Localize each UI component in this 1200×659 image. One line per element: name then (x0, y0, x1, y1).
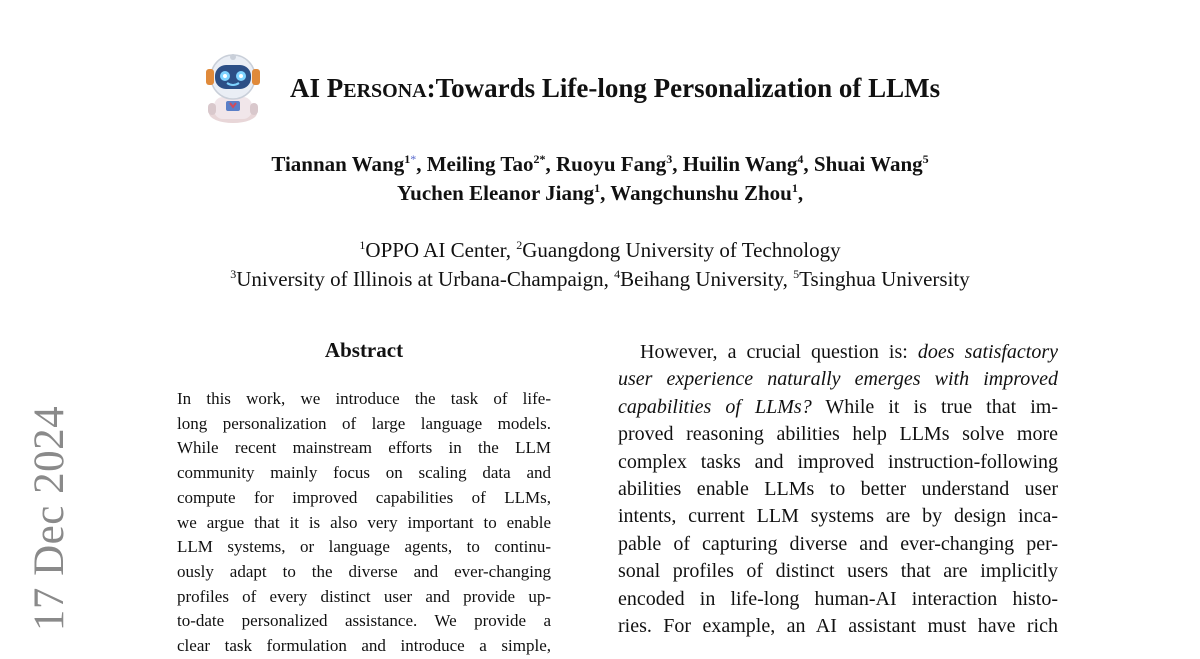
intro-text: While it is true that im- (811, 395, 1058, 418)
abstract-line: compute for improved capabilities of LLMs, (177, 487, 551, 507)
title-persona-rest: ERSONA (343, 79, 427, 102)
affiliations-line-1: $^1$OPPO AI Center, $^2$Guangdong University of Technology (359, 238, 841, 262)
intro-line: pable of capturing diverse and ever-changing per- (618, 532, 1058, 555)
intro-line: encoded in life-long human-AI interaction histo- (618, 587, 1058, 610)
affil-sup: 5 (793, 267, 800, 281)
intro-line (618, 366, 1058, 393)
affil-name: Tsinghua University (799, 267, 970, 291)
affil-sup: 3 (230, 267, 237, 281)
arxiv-date: 17 Dec 2024 (26, 405, 74, 631)
abstract-line: profiles of every distinct user and provide up- (177, 586, 551, 606)
author-sup: 2 (533, 152, 540, 166)
affil-sup: 4 (614, 267, 621, 281)
author-name: Meiling Tao (426, 152, 534, 176)
title-persona-first: P (326, 72, 344, 103)
affiliations-block (100, 236, 1100, 294)
abstract-line: LLM systems, or language agents, to continu- (177, 537, 551, 557)
affil-name: Beihang University (620, 267, 783, 291)
title-row (200, 50, 1020, 126)
intro-line: ries. For example, an AI assistant must have rich (618, 615, 1058, 638)
authors-block (150, 150, 1050, 208)
title-prefix: AI (290, 72, 321, 103)
intro-line: complex tasks and improved instruction-following (618, 450, 1058, 473)
intro-body (618, 339, 1058, 640)
affil-name: Guangdong University of Technology (522, 238, 841, 262)
author-sup: 4 (797, 152, 804, 166)
paper-title (290, 73, 940, 104)
author-sup: 1 (594, 181, 601, 195)
affil-sup: 2 (516, 238, 523, 252)
abstract-line: community mainly focus on scaling data and (177, 463, 551, 483)
author-sup: 1 (404, 152, 411, 166)
abstract-body (177, 387, 551, 659)
intro-line: proved reasoning abilities help LLMs solve more (618, 423, 1058, 446)
author-equal-star: * (539, 152, 546, 166)
author-name: Ruoyu Fang (556, 152, 667, 176)
robot-astronaut-icon (200, 51, 266, 125)
affil-sup: 1 (359, 238, 366, 252)
authors-line-1: Tiannan Wang$^{1*}$, Meiling Tao$^{2*}$, Ruoyu Fang$^3$, Huilin Wang$^4$, Shuai Wang$^5$ (271, 152, 929, 176)
abstract-line: long personalization of large language models. (177, 413, 551, 433)
intro-line: abilities enable LLMs to better understand user (618, 478, 1058, 501)
intro-line: sonal profiles of distinct users that are implicitly (618, 560, 1058, 583)
intro-line: intents, current LLM systems are by design inca- (618, 505, 1058, 528)
affil-name: OPPO AI Center (365, 238, 506, 262)
intro-italic: user experience naturally emerges with improved (618, 368, 1058, 391)
author-name: Shuai Wang (813, 152, 923, 176)
abstract-line: In this work, we introduce the task of life- (177, 389, 551, 408)
abstract-line: to-date personalized assistance. We provide a (177, 611, 551, 631)
intro-italic: capabilities of LLMs? (618, 395, 812, 418)
arxiv-stamp (26, 405, 74, 631)
intro-text: However, a crucial question is: (640, 341, 918, 363)
authors-line-2: Yuchen Eleanor Jiang$^1$, Wangchunshu Zhou$^1$, (396, 181, 804, 205)
author-name: Wangchunshu Zhou (610, 181, 792, 205)
affiliations-line-2: $^3$University of Illinois at Urbana-Champaign, $^4$Beihang University, $^5$Tsinghua University (230, 267, 970, 291)
author-name: Huilin Wang (682, 152, 798, 176)
intro-line (618, 339, 1058, 366)
abstract-line: While recent mainstream efforts in the LLM (177, 438, 551, 458)
author-name: Tiannan Wang (271, 152, 405, 176)
author-equal-star: * (410, 152, 417, 166)
abstract-line: we argue that it is also very important to enable (177, 512, 551, 532)
abstract-line: clear task formulation and introduce a simple, (177, 636, 551, 656)
intro-italic: does satisfactory (917, 341, 1059, 363)
author-sup: 1 (791, 181, 798, 195)
abstract-line: ously adapt to the diverse and ever-changing (177, 561, 551, 581)
abstract-heading: Abstract (324, 338, 404, 362)
affil-name: University of Illinois at Urbana-Champaign (236, 267, 604, 291)
author-sup: 5 (922, 152, 929, 166)
author-sup: 3 (666, 152, 673, 166)
intro-line (618, 394, 1058, 421)
title-rest: :Towards Life-long Personalization of LLMs (426, 72, 941, 103)
author-name: Yuchen Eleanor Jiang (396, 181, 595, 205)
